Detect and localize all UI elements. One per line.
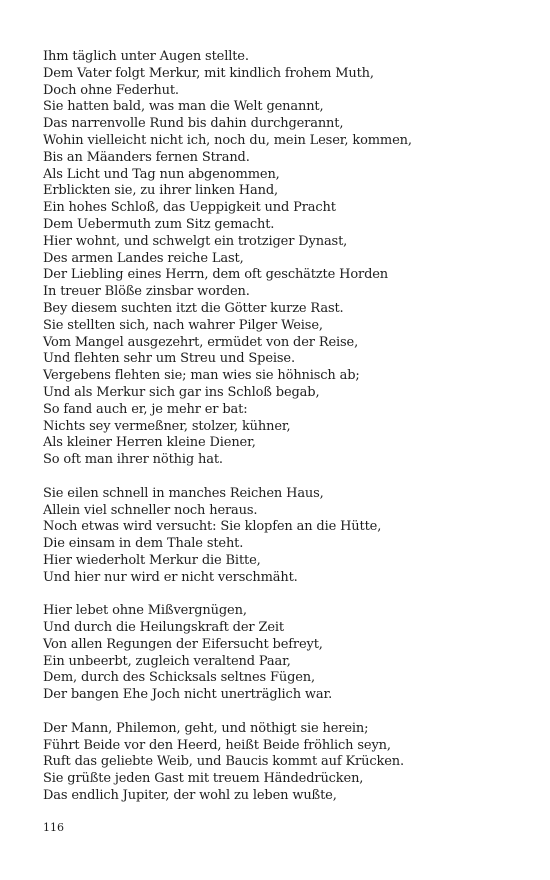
poem-line: Hier wiederholt Merkur die Bitte, (43, 552, 261, 568)
stanza-4 (43, 721, 513, 805)
poem-line: Und flehten sehr um Streu und Speise. (43, 351, 295, 367)
poem-line: Noch etwas wird versucht: Sie klopfen an die Hütte, (43, 519, 382, 535)
poem-line: Der Liebling eines Herrn, dem oft geschätzte Horden (43, 267, 389, 283)
poem-line: Führt Beide vor den Heerd, heißt Beide fröhlich seyn, (43, 737, 391, 753)
poem-line: Ihm täglich unter Augen stellte. (43, 49, 249, 64)
poem-line: Der bangen Ehe Joch nicht unerträglich war. (43, 687, 333, 703)
poem-line: Sie eilen schnell in manches Reichen Haus, (43, 485, 324, 501)
poem-line: Ein hohes Schloß, das Ueppigkeit und Pracht (43, 200, 336, 216)
poem-line: Vergebens flehten sie; man wies sie höhnisch ab; (43, 368, 360, 384)
poem-line: Dem, durch des Schicksals seltnes Fügen, (43, 670, 316, 686)
poem-line: Als kleiner Herren kleine Diener, (43, 435, 256, 451)
poem-line: Als Licht und Tag nun abgenommen, (43, 166, 280, 182)
poem-line: Dem Uebermuth zum Sitz gemacht. (43, 216, 275, 232)
poem-line: Allein viel schneller noch heraus. (43, 502, 258, 518)
poem-line: Erblickten sie, zu ihrer linken Hand, (43, 183, 278, 199)
poem-line: So oft man ihrer nöthig hat. (43, 452, 223, 468)
poem-line: Von allen Regungen der Eifersucht befreyt, (43, 636, 323, 652)
poem-line: Wohin vielleicht nicht ich, noch du, mein Leser, kommen, (43, 132, 412, 148)
stanza-1 (43, 49, 513, 469)
poem-line: Das narrenvolle Rund bis dahin durchgerannt, (43, 116, 344, 132)
poem-text (43, 49, 513, 822)
poem-line: Hier lebet ohne Mißvergnügen, (43, 603, 247, 619)
poem-line: Doch ohne Federhut. (43, 82, 179, 98)
poem-line: Ruft das geliebte Weib, und Baucis kommt auf Krücken. (43, 754, 404, 770)
poem-line: Ein unbeerbt, zugleich veraltend Paar, (43, 653, 291, 669)
poem-line: Nichts sey vermeßner, stolzer, kühner, (43, 418, 291, 434)
poem-line: Die einsam in dem Thale steht. (43, 536, 244, 552)
poem-line: Bis an Mäanders fernen Strand. (43, 149, 250, 165)
stanza-2 (43, 486, 513, 587)
poem-line: Und durch die Heilungskraft der Zeit (43, 620, 284, 636)
poem-line: Und als Merkur sich gar ins Schloß begab, (43, 384, 320, 400)
poem-line: In treuer Blöße zinsbar worden. (43, 284, 250, 300)
poem-line: So fand auch er, je mehr er bat: (43, 401, 248, 417)
poem-line: Hier wohnt, und schwelgt ein trotziger Dynast, (43, 233, 348, 249)
poem-line: Sie stellten sich, nach wahrer Pilger Weise, (43, 317, 323, 333)
poem-line: Sie hatten bald, was man die Welt genannt, (43, 99, 324, 115)
poem-line: Und hier nur wird er nicht verschmäht. (43, 569, 298, 585)
poem-line: Sie grüßte jeden Gast mit treuem Händedrücken, (43, 771, 364, 787)
poem-line: Bey diesem suchten itzt die Götter kurze Rast. (43, 300, 344, 316)
page-number: 116 (43, 821, 64, 834)
poem-line: Vom Mangel ausgezehrt, ermüdet von der Reise, (43, 334, 359, 350)
poem-line: Des armen Landes reiche Last, (43, 250, 244, 266)
poem-line: Dem Vater folgt Merkur, mit kindlich frohem Muth, (43, 65, 374, 81)
stanza-3 (43, 603, 513, 704)
poem-line: Das endlich Jupiter, der wohl zu leben wußte, (43, 788, 337, 804)
poem-line: Der Mann, Philemon, geht, und nöthigt sie herein; (43, 720, 369, 736)
